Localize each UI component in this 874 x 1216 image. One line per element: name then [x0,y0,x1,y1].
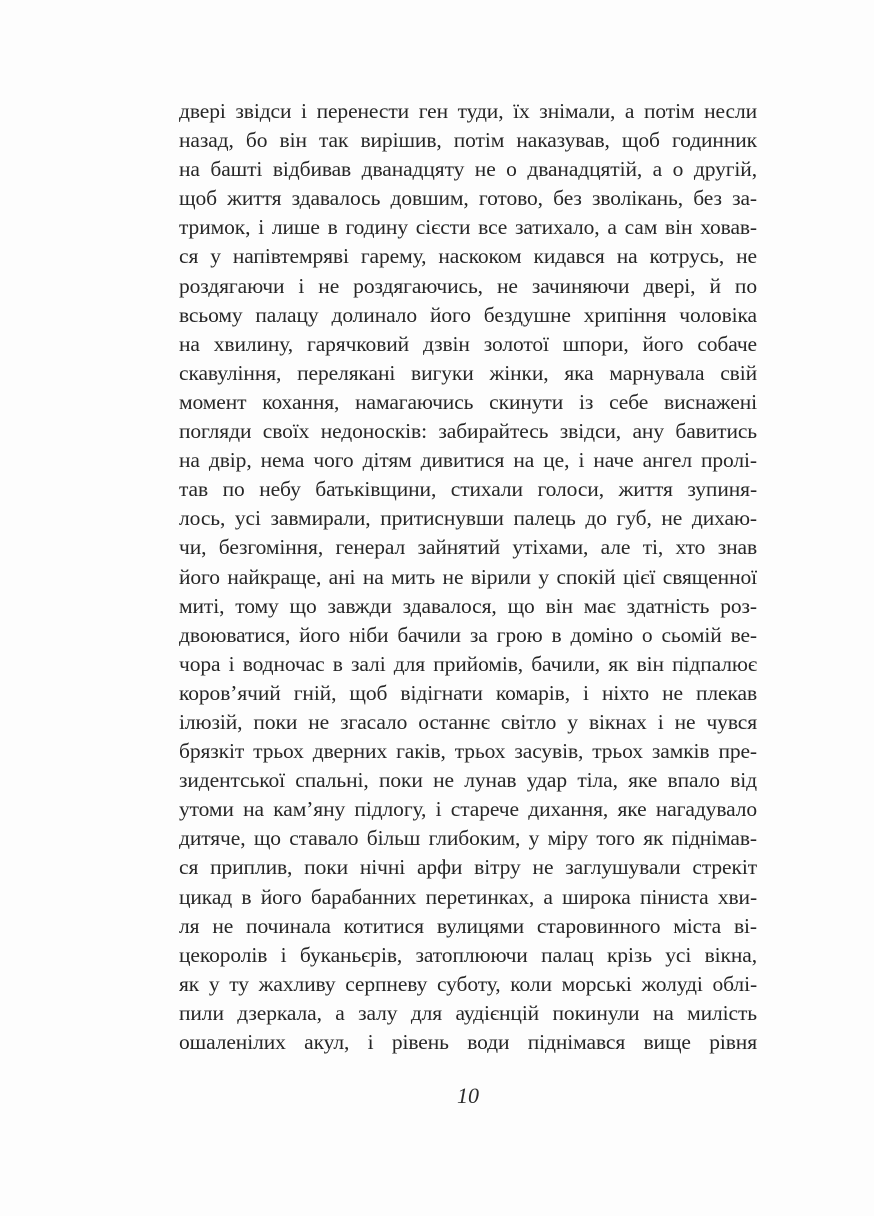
text-line: як у ту жахливу серпневу суботу, коли морські жолуді облі- [179,971,757,996]
text-line: всьому палацу долинало його бездушне хрипіння чоловіка [179,302,757,327]
text-line: двері звідси і перенести ген туди, їх знімали, а потім несли [179,99,757,123]
text-line: на хвилину, гарячковий дзвін золотої шпори, його собаче [179,331,757,356]
text-line: цекоролів і буканьєрів, затоплюючи палац крізь усі вікна, [179,942,757,967]
text-line: щоб життя здавалось довшим, готово, без зволікань, без за- [179,186,757,211]
text-line: погляди своїх недоносків: забирайтесь звідси, ану бавитись [179,419,757,444]
text-line: момент кохання, намагаючись скинути із себе виснажені [179,389,757,414]
text-line: тав по небу батьківщини, стихали голоси, життя зупиня- [179,477,757,502]
text-line: ілюзій, поки не згасало останнє світло у вікнах і не чувся [179,709,757,734]
text-line: зидентської спальні, поки не лунав удар тіла, яке впало від [179,768,757,793]
text-line: чи, безгоміння, генерал зайнятий утіхами, але ті, хто знав [179,535,757,560]
text-line: на двір, нема чого дітям дивитися на це, і наче ангел пролі- [179,448,757,473]
text-line: назад, бо він так вирішив, потім наказував, щоб годинник [179,128,757,153]
text-line: на башті відбивав дванадцяту не о дванадцятій, а о другій, [179,157,757,182]
text-line: утоми на кам’яну підлогу, і старече дихання, яке нагадувало [179,797,757,822]
page-number: 10 [457,1083,479,1108]
page-text-block [179,97,757,1057]
text-line: коров’ячий гній, щоб відігнати комарів, і ніхто не плекав [179,680,757,705]
text-line: лось, усі завмирали, притиснувши палець до губ, не дихаю- [179,506,757,531]
text-line: цикад в його барабанних перетинках, а широка піниста хви- [179,884,757,909]
text-line: дитяче, що ставало більш глибоким, у міру того як піднімав- [179,826,757,851]
text-line: ся приплив, поки нічні арфи вітру не заглушували стрекіт [179,855,757,880]
text-line: ся у напівтемряві гарему, наскоком кидався на котрусь, не [179,244,757,269]
text-line: скавуління, перелякані вигуки жінки, яка марнувала свій [179,360,757,385]
text-line: ля не починала котитися вулицями старовинного міста ві- [179,913,757,938]
text-line: тримок, і лише в годину сієсти все затихало, а сам він ховав- [179,215,757,240]
text-line: пили дзеркала, а залу для аудієнцій покинули на милість [179,1000,757,1025]
text-line: ошаленілих акул, і рівень води піднімався вище рівня [179,1030,757,1054]
text-line: миті, тому що завжди здавалося, що він має здатність роз- [179,593,757,618]
text-line: брязкіт трьох дверних гаків, трьох засувів, трьох замків пре- [179,739,757,764]
text-line: двоюватися, його ніби бачили за грою в доміно о сьомій ве- [179,622,757,647]
text-line: чора і водночас в залі для прийомів, бачили, як він підпалює [179,651,757,676]
text-line: його найкраще, ані на мить не вірили у спокій цієї священної [179,564,757,589]
text-line: роздягаючи і не роздягаючись, не зачиняючи двері, й по [179,273,757,298]
